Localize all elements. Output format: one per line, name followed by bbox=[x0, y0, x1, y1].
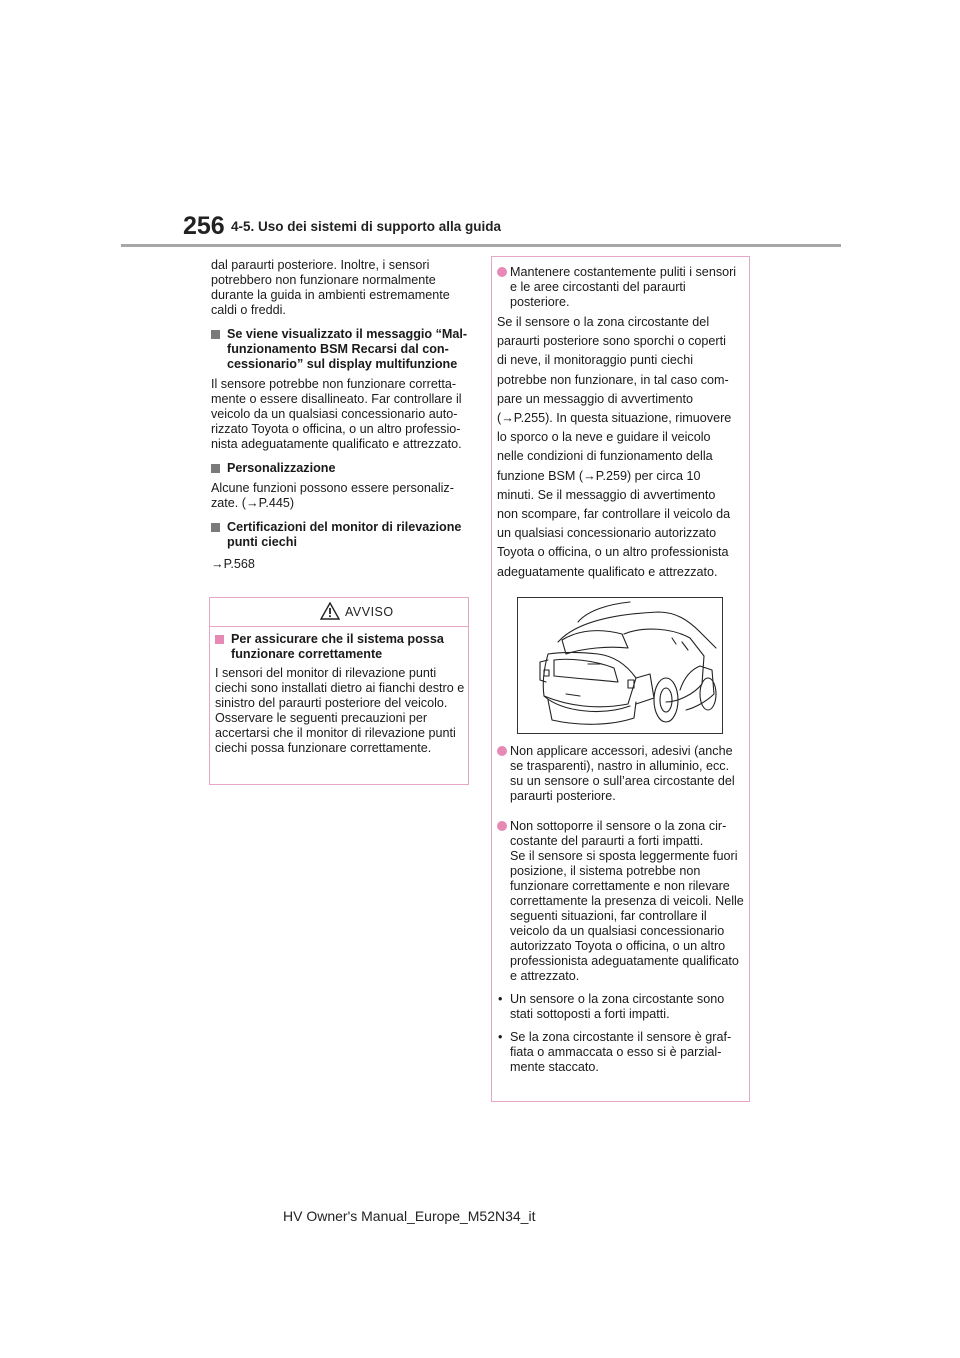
square-bullet-icon bbox=[211, 464, 220, 473]
section-body: Il sensore potrebbe non funzionare correttamente o essere disallineato. Far controllare il veicolo da un qualsiasi concessionario autorizzato Toyota o officina, o un altro professionista adeguatamente qualificato e attrezzato. bbox=[211, 377, 462, 451]
impact-bullet: • Un sensore o la zona circostante sono stati sottoposti a forti impatti. bbox=[498, 992, 725, 1021]
section-body: Alcune funzioni possono essere personalizzate. (→P.445) bbox=[211, 481, 454, 510]
section-heading: Se viene visualizzato il messaggio “Malfunzionamento BSM Recarsi dal concessionario” sul display multifunzione bbox=[211, 327, 471, 372]
caution-continuation-box bbox=[491, 256, 750, 1102]
clean-explanation: Se il sensore o la zona circostante del paraurti posteriore sono sporchi o coperti di neve, il monitoraggio punti ciechi potrebbe non funzionare, in tal caso com- pare un messaggio di avvertimento (→P.255). In questa situazione, rimuovere lo sporco o la neve e guidare il veicolo nelle condizioni di funzionamento della funzione BSM (→P.259) per circa 10 minuti. Se il messaggio di avvertimento non scompare, far controllare il veicolo da un qualsiasi concessionario autorizzato Toyota o officina, o un altro professionista adeguatamente qualificato e attrezzato. bbox=[497, 315, 732, 579]
pink-dot-bullet-icon bbox=[497, 746, 507, 756]
warning-triangle-icon bbox=[320, 602, 340, 625]
square-bullet-icon bbox=[211, 330, 220, 339]
warning-label: AVVISO bbox=[345, 605, 394, 619]
section-body: →P.568 bbox=[211, 557, 255, 571]
page-number: 256 bbox=[183, 212, 225, 240]
caution-item-accessories: Non applicare accessori, adesivi (anche se trasparenti), nastro in alluminio, ecc. su un sensore o sull’area circostante del paraurti posteriore. bbox=[497, 744, 744, 804]
warning-body bbox=[215, 632, 465, 756]
section-customization bbox=[211, 461, 471, 511]
left-column bbox=[211, 258, 471, 572]
square-bullet-icon bbox=[215, 635, 224, 644]
warning-box bbox=[209, 597, 469, 785]
section-heading: Certificazioni del monitor di rilevazione punti ciechi bbox=[211, 520, 471, 550]
caution-item-clean: Mantenere costantemente puliti i sensori e le aree circostanti del paraurti posteriore. Se il sensore o la zona circostante del paraurti posteriore sono sporchi o coperti di neve, il monitoraggio punti ciechi potrebbe non funzionare, in tal caso com- pare un messaggio di avvertimento (→P.255). In questa situazione, rimuovere lo sporco o la neve e guidare il veicolo nelle condizioni di funzionamento della funzione BSM (→P.259) per circa 10 minuti. Se il messaggio di avvertimento non scompare, far controllare il veicolo da un qualsiasi concessionario autorizzato Toyota o officina, o un altro professionista adeguatamente qualificato e attrezzato. bbox=[497, 265, 744, 582]
section-bsm-malfunction bbox=[211, 327, 471, 452]
car-rear-illustration bbox=[517, 597, 723, 734]
warning-text: I sensori del monitor di rilevazione punti ciechi sono installati dietro ai fianchi destro e sinistro del paraurti posteriore del veicolo. Osservare le seguenti precauzioni per accertarsi che il monitor di rilevazione punti ciechi possa funzionare correttamente. bbox=[215, 666, 465, 755]
square-bullet-icon bbox=[211, 523, 220, 532]
impact-bullet: • Se la zona circostante il sensore è graffiata o ammaccata o esso si è parzialmente staccato. bbox=[498, 1030, 732, 1074]
bullet-dot-icon: • bbox=[498, 1030, 503, 1044]
section-title: 4-5. Uso dei sistemi di supporto alla guida bbox=[231, 219, 502, 234]
intro-paragraph: dal paraurti posteriore. Inoltre, i sensori potrebbero non funzionare normalmente durante la guida in ambienti estremamente caldi o freddi. bbox=[211, 258, 450, 317]
warning-header bbox=[210, 598, 468, 627]
caution-item-impacts: Non sottoporre il sensore o la zona circostante del paraurti a forti impatti. Se il sensore si sposta leggermente fuori posizione, il sistema potrebbe non funzionare correttamente e non rilevare correttamente la presenza di veicoli. Nelle seguenti situazioni, far controllare il veicolo da un qualsiasi concessionario autorizzato Toyota o officina, o un altro professionista adeguatamente qualificato e attrezzato. • Un sensore o la zona circostante sono stati sottoposti a forti impatti. • Se la zona circostante il sensore è graffiata o ammaccata o esso si è parzialmente staccato. bbox=[498, 819, 744, 1074]
pink-dot-bullet-icon bbox=[497, 267, 507, 277]
section-certifications bbox=[211, 520, 471, 572]
impacts-explanation: Se il sensore si sposta leggermente fuori posizione, il sistema potrebbe non funzionare correttamente e non rilevare correttamente la presenza di veicoli. Nelle seguenti situazioni, far controllare il veicolo da un qualsiasi concessionario autorizzato Toyota o officina, o un altro professionista adeguatamente qualificato e attrezzato. bbox=[510, 849, 744, 983]
header-rule bbox=[121, 244, 841, 247]
section-heading: Personalizzazione bbox=[211, 461, 471, 476]
footer-manual-id: HV Owner's Manual_Europe_M52N34_it bbox=[283, 1208, 536, 1224]
pink-dot-bullet-icon bbox=[497, 821, 507, 831]
bullet-dot-icon: • bbox=[498, 992, 503, 1006]
warning-heading: Per assicurare che il sistema possa funzionare correttamente bbox=[215, 632, 465, 662]
